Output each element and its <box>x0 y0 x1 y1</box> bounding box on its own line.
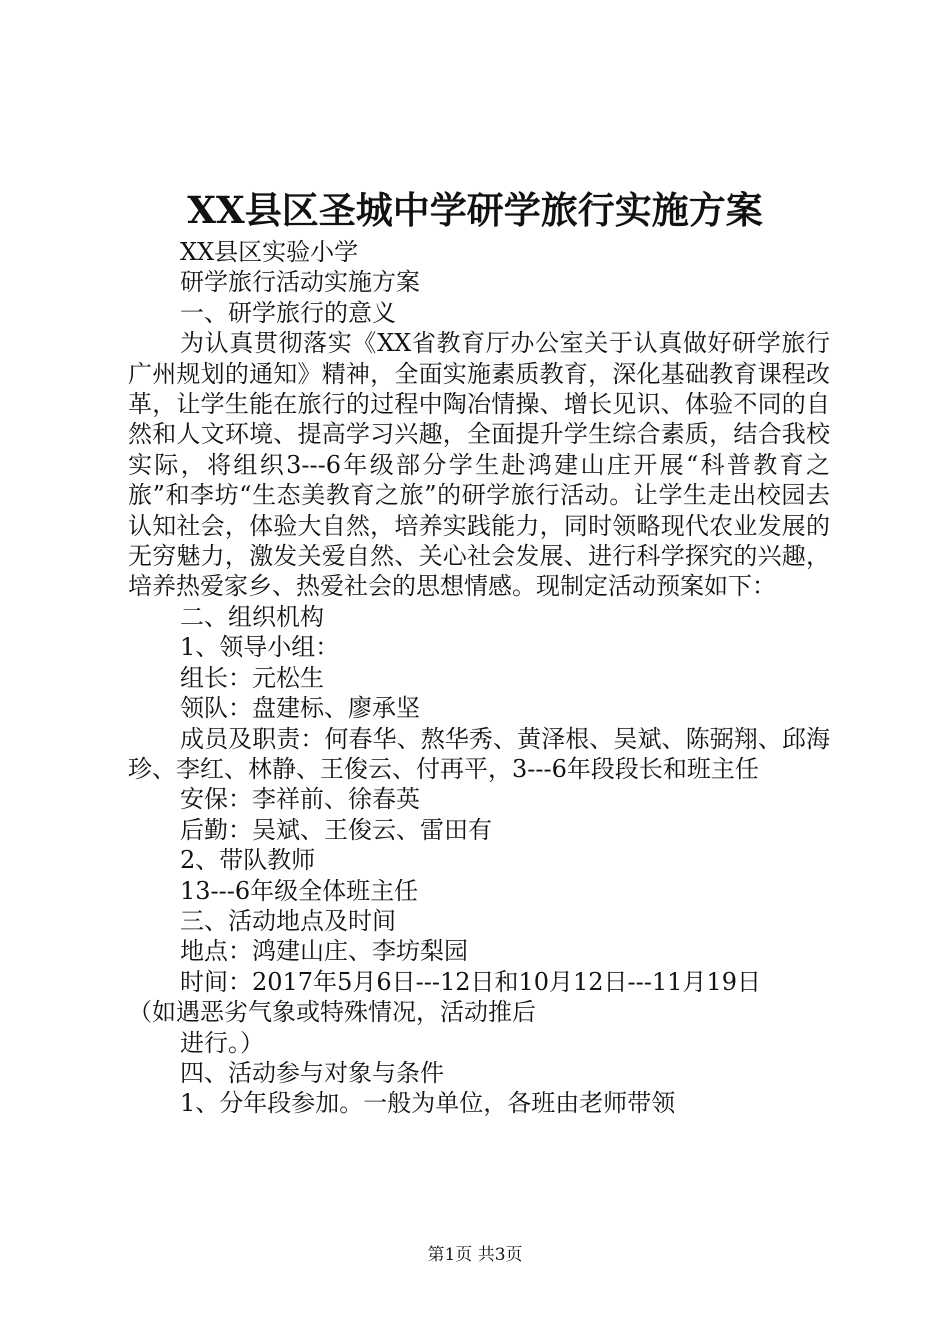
line-location: 地点：鸿建山庄、李坊梨园 <box>180 937 468 966</box>
paragraph-members: 成员及职责：何春华、熬华秀、黄泽根、吴斌、陈弼翔、邱海珍、李红、林静、王俊云、付再平，3---6年段段长和班主任 <box>128 724 830 783</box>
line-security: 安保：李祥前、徐春英 <box>180 785 420 814</box>
document-title: XX县区圣城中学研学旅行实施方案 <box>187 188 763 232</box>
document-subtitle: 研学旅行活动实施方案 <box>180 268 420 297</box>
item-leadership-group: 1、领导小组： <box>180 633 340 662</box>
section-heading-1: 一、研学旅行的意义 <box>180 298 396 327</box>
line-teachers: 13---6年级全体班主任 <box>180 876 419 905</box>
page-footer: 第1页 共3页 <box>427 1245 523 1265</box>
section-heading-2: 二、组织机构 <box>180 602 324 631</box>
item-lead-teachers: 2、带队教师 <box>180 846 316 875</box>
paragraph-significance: 为认真贯彻落实《XX省教育厅办公室关于认真做好研学旅行广州规划的通知》精神，全面实施素质教育，深化基础教育课程改革，让学生能在旅行的过程中陶冶情操、增长见识、体验不同的自然和人文环境、提高学习兴趣，全面提升学生综合素质，结合我校实际，将组织3---6年级部分学生赴鸿建山庄开展“科普教育之旅”和李坊“生态美教育之旅”的研学旅行活动。让学生走出校园去认知社会，体验大自然，培养实践能力，同时领略现代农业发展的无穷魅力，激发关爱自然、关心社会发展、进行科学探究的兴趣，培养热爱家乡、热爱社会的思想情感。现制定活动预案如下： <box>128 329 830 601</box>
item-grade-participation: 1、分年段参加。一般为单位，各班由老师带领 <box>180 1089 676 1118</box>
line-time-note-end: 进行。） <box>180 1028 264 1057</box>
line-time-note: （如遇恶劣气象或特殊情况，活动推后 <box>128 998 536 1027</box>
line-team-lead: 领队：盘建标、廖承坚 <box>180 694 420 723</box>
document-body <box>128 237 830 1119</box>
line-group-leader: 组长：元松生 <box>180 663 324 692</box>
section-heading-3: 三、活动地点及时间 <box>180 906 396 935</box>
school-name: XX县区实验小学 <box>180 238 359 266</box>
section-heading-4: 四、活动参与对象与条件 <box>180 1058 444 1087</box>
line-logistics: 后勤：吴斌、王俊云、雷田有 <box>180 815 492 844</box>
line-time: 时间：2017年5月6日---12日和10月12日---11月19日 <box>180 967 761 996</box>
